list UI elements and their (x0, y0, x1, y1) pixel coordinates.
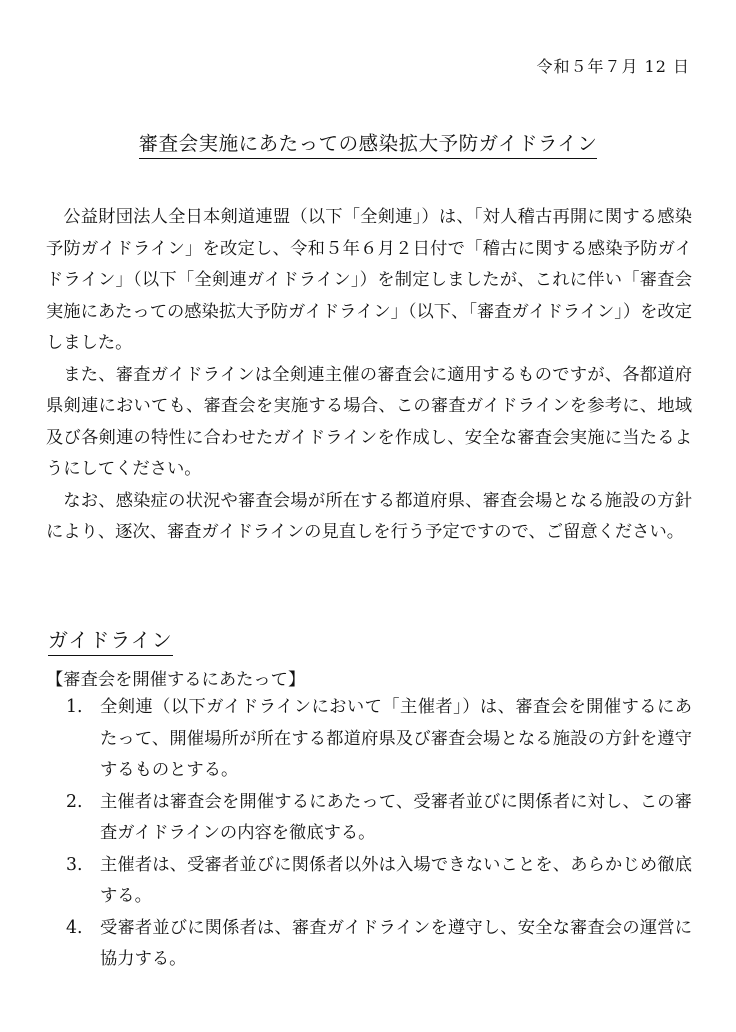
section-label: 【審査会を開催するにあたって】 (46, 670, 306, 690)
document-date: 令和５年７月 12 日 (536, 57, 690, 76)
guideline-list (46, 692, 692, 976)
guideline-heading (48, 624, 173, 653)
list-item (46, 913, 692, 976)
list-item-text: 受審者並びに関係者は、審査ガイドラインを遵守し、安全な審査会の運営に協力する。 (100, 917, 692, 969)
intro-section (46, 202, 692, 549)
list-item-text: 主催者は、受審者並びに関係者以外は入場できないことを、あらかじめ徹底する。 (100, 854, 692, 906)
list-item-number: 4. (66, 917, 83, 938)
list-item (46, 692, 692, 787)
list-item-number: 3. (66, 854, 83, 875)
intro-paragraph: また、審査ガイドラインは全剣連主催の審査会に適用するものですが、各都道府県剣連においても、審査会を実施する場合、この審査ガイドラインを参考に、地域及び各剣連の特性に合わせたガイドラインを作成し、安全な審査会実施に当たるようにしてください。 (46, 364, 692, 479)
list-item-number: 1. (66, 697, 83, 717)
list-item-number: 2. (66, 791, 83, 812)
list-item (46, 787, 692, 850)
intro-paragraph: 公益財団法人全日本剣道連盟（以下「全剣連」）は、「対人稽古再開に関する感染予防ガイドライン」を改定し、令和５年６月２日付で「稽古に関する感染予防ガイドライン」（以下「全剣連ガイドライン」）を制定しましたが、これに伴い「審査会実施にあたっての感染拡大予防ガイドライン」（以下、「審査ガイドライン」）を改定しました。 (46, 207, 692, 353)
document-title (0, 128, 736, 156)
list-item-text: 主催者は審査会を開催するにあたって、受審者並びに関係者に対し、この審査ガイドラインの内容を徹底する。 (100, 791, 692, 843)
document-title-text: 審査会実施にあたっての感染拡大予防ガイドライン (139, 132, 598, 159)
list-item (46, 850, 692, 913)
list-item-text: 全剣連（以下ガイドラインにおいて「主催者」）は、審査会を開催するにあたって、開催場所が所在する都道府県及び審査会場となる施設の方針を遵守するものとする。 (100, 697, 692, 780)
intro-paragraph: なお、感染症の状況や審査会場が所在する都道府県、審査会場となる施設の方針により、逐次、審査ガイドラインの見直しを行う予定ですので、ご留意ください。 (46, 490, 692, 542)
guideline-heading-text: ガイドライン (48, 628, 173, 656)
